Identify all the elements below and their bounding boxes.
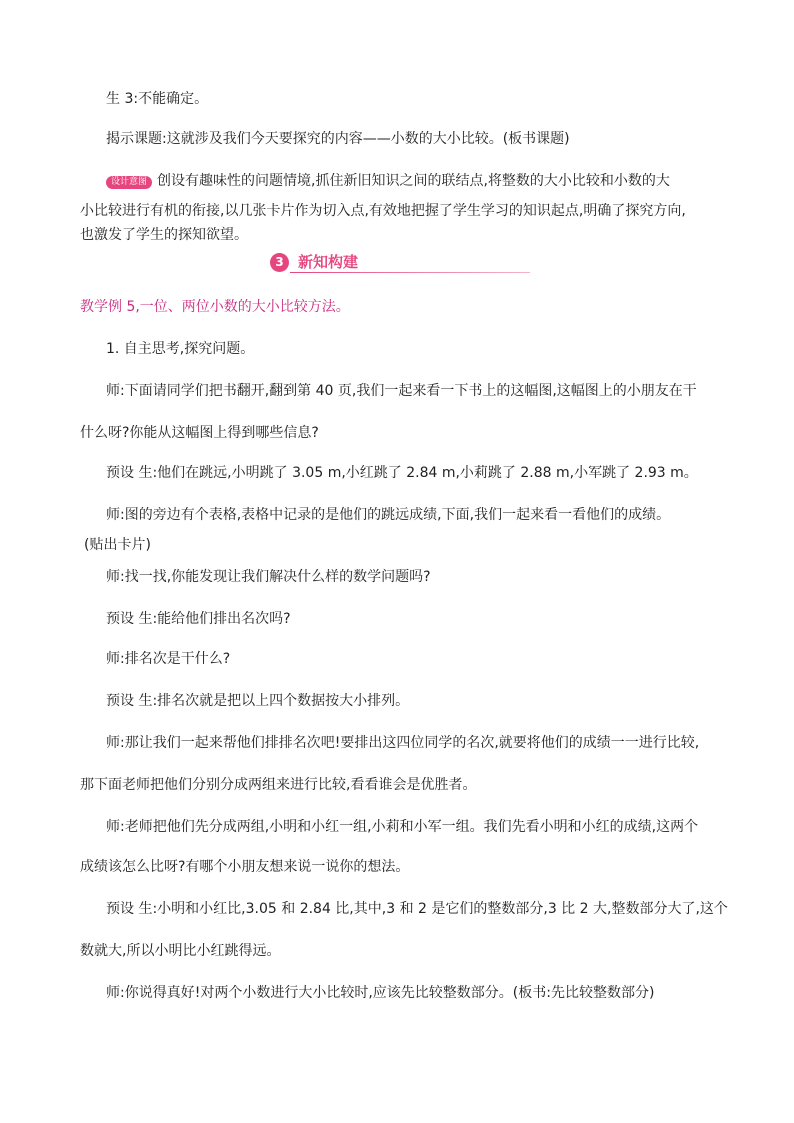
paragraph-line: 小比较进行有机的衔接,以几张卡片作为切入点,有效地把握了学生学习的知识起点,明确了探究方向, bbox=[80, 203, 686, 219]
paragraph-line: 师:图的旁边有个表格,表格中记录的是他们的跳远成绩,下面,我们一起来看一看他们的成绩。 bbox=[106, 507, 671, 523]
paragraph-line: (贴出卡片) bbox=[84, 537, 151, 553]
paragraph-line: 师:那让我们一起来帮他们排排名次吧!要排出这四位同学的名次,就要将他们的成绩一一进行比较, bbox=[106, 735, 700, 751]
design-intent-paragraph bbox=[106, 172, 746, 190]
section-title: 新知构建 bbox=[298, 253, 359, 271]
design-intent-badge: 设计意图 bbox=[106, 176, 152, 189]
paragraph-line: 那下面老师把他们分别分成两组来进行比较,看看谁会是优胜者。 bbox=[80, 777, 477, 793]
paragraph-line: 揭示课题:这就涉及我们今天要探究的内容——小数的大小比较。(板书课题) bbox=[106, 131, 570, 147]
paragraph-line: 生 3:不能确定。 bbox=[106, 91, 209, 107]
paragraph-line: 师:老师把他们先分成两组,小明和小红一组,小莉和小军一组。我们先看小明和小红的成绩,这两个 bbox=[106, 819, 699, 835]
paragraph-line: 数就大,所以小明比小红跳得远。 bbox=[80, 943, 281, 959]
paragraph-line: 也激发了学生的探知欲望。 bbox=[80, 227, 248, 243]
paragraph-line: 预设 生:能给他们排出名次吗? bbox=[106, 611, 291, 627]
paragraph-line: 师:排名次是干什么? bbox=[106, 651, 231, 667]
paragraph-line: 师:你说得真好!对两个小数进行大小比较时,应该先比较整数部分。(板书:先比较整数部分) bbox=[106, 985, 655, 1001]
paragraph-line: 预设 生:排名次就是把以上四个数据按大小排列。 bbox=[106, 693, 410, 709]
section-underline bbox=[290, 272, 530, 273]
paragraph-line: 什么呀?你能从这幅图上得到哪些信息? bbox=[80, 425, 319, 441]
section-heading bbox=[268, 252, 530, 274]
paragraph-line: 师:找一找,你能发现让我们解决什么样的数学问题吗? bbox=[106, 569, 431, 585]
paragraph-line: 师:下面请同学们把书翻开,翻到第 40 页,我们一起来看一下书上的这幅图,这幅图上的小朋友在干 bbox=[106, 383, 697, 399]
paragraph-line: 成绩该怎么比呀?有哪个小朋友想来说一说你的想法。 bbox=[80, 859, 410, 875]
paragraph-line: 1. 自主思考,探究问题。 bbox=[106, 341, 255, 357]
paragraph-line: 预设 生:小明和小红比,3.05 和 2.84 比,其中,3 和 2 是它们的整数部分,3 比 2 大,整数部分大了,这个 bbox=[106, 901, 728, 917]
example-heading: 教学例 5,一位、两位小数的大小比较方法。 bbox=[80, 299, 350, 315]
paragraph-line: 创设有趣味性的问题情境,抓住新旧知识之间的联结点,将整数的大小比较和小数的大 bbox=[157, 173, 670, 189]
section-number-badge: 3 bbox=[270, 253, 289, 272]
paragraph-line: 预设 生:他们在跳远,小明跳了 3.05 m,小红跳了 2.84 m,小莉跳了 2.88 m,小军跳了 2.93 m。 bbox=[106, 465, 698, 481]
